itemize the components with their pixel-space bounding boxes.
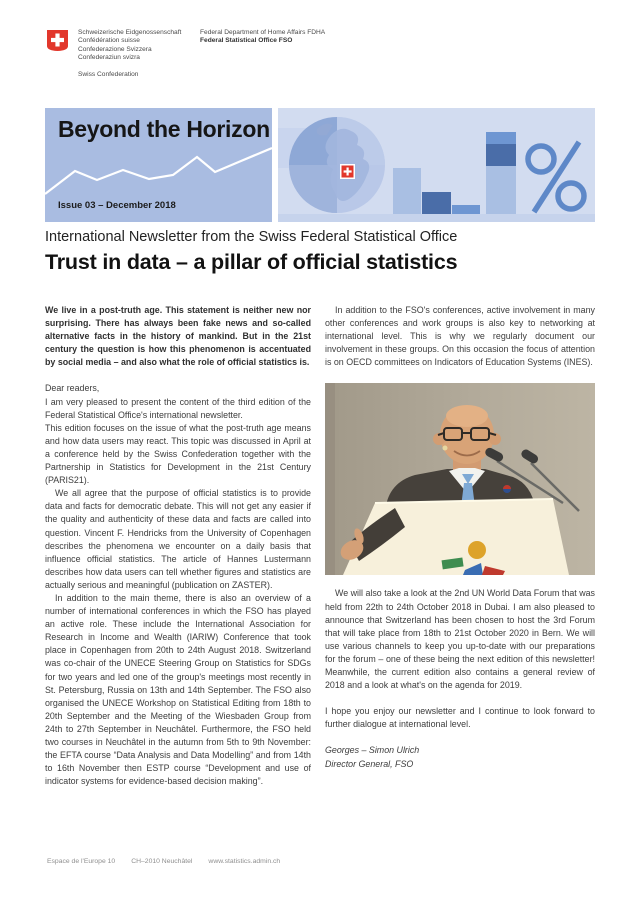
salutation: Dear readers, xyxy=(45,383,100,394)
paragraph: In addition to the main theme, there is also an overview of a number of international conferences in which the FSO has played an active role. These include the International Association for Research in Income and Wealth (IARIW) Conference that took place in Copenhagen from 20th to 24th August 2018. Switzerland was co-chair of the UNECE Steering Group on Statistics for SDGs for two years and led one of the group's meetings most recently in St. Petersburg, Russia on 13th and 14th September. The FSO also organised the UNECE Workshop on Statistical Editing from 18th to 20th September and the Meeting of the Wiesbaden Group from 24th to 27th September in Neuchâtel. Furthermore, the FSO held two courses in Neuchâtel in the autumn from 5th to 9th November: the EFTA course “Data Analysis and Data Modelling” and from 14th to 16th November then ESTP course “Development and use of indicator systems for evidence-based decision making”. xyxy=(45,592,311,787)
banner-issue: Issue 03 – December 2018 xyxy=(58,200,176,211)
article-body xyxy=(45,304,595,788)
lead-paragraph: We live in a post-truth age. This statement is neither new nor surprising. There has always been fake news and so-called alternative facts in the history of mankind. But in the 21st century the question is how this phenomenon is accentuated by social media – and also what the role of official statistics is. xyxy=(45,305,311,368)
paragraph: In addition to the FSO's conferences, active involvement in many other conferences and work groups is also key to networking at international level. This is why we regularly document our involvement in these groups. On this occasion the focus of attention is on OECD committees on Indicators of Education Systems (INES). xyxy=(325,305,595,368)
paragraph: I hope you enjoy our newsletter and I continue to look forward to further dialogue at international level. xyxy=(325,706,595,730)
department-block xyxy=(200,29,325,46)
confederation-wordmark xyxy=(78,29,181,79)
banner-left-panel xyxy=(45,108,272,222)
banner-title: Beyond the Horizon xyxy=(58,116,270,142)
signature-role: Director General, FSO xyxy=(325,758,414,769)
paragraph: I am very pleased to present the content of the third edition of the Federal Statistical Office's international newsletter. xyxy=(45,396,311,420)
bar-chart-graphic xyxy=(393,132,516,214)
paragraph: This edition focuses on the issue of what the post-truth age means and how data users may react. This topic was discussed in April at a conference held by the Swiss Confederation together with the Partnership in Statistics for Development in the 21st Century (PARIS21). xyxy=(45,422,311,486)
banner-right-panel xyxy=(278,108,595,222)
paragraph: We will also take a look at the 2nd UN World Data Forum that was held from 22th to 24th October 2018 in Dubai. I am also pleased to announce that Switzerland has been chosen to host the 3rd Forum that will take place from 18th to 21st October 2020 in Bern. We will use various channels to keep you up-to-date with our preparations for the forum – one of these being the next edition of this newsletter! Meanwhile, the current edition also contains a general review of 2018 and a look at what's on the agenda for 2019. xyxy=(325,588,595,691)
paragraph: We all agree that the purpose of official statistics is to provide data and facts for democratic debate. This will not get any easier if the quality and authenticity of these data and facts are called into question. Vincent F. Hendricks from the University of Copenhagen describes the phenomena we encounter on a daily basis that influence official statistics. The article of Hannes Lustermann describes how data users can tell whether figures and statistics are actually serious and meaningful (publication on ZASTER). xyxy=(45,488,311,590)
page-title: Trust in data – a pillar of official statistics xyxy=(45,250,458,274)
signature xyxy=(325,744,595,770)
confederation-line: Confederazione Svizzera xyxy=(78,45,152,53)
department-name: Federal Department of Home Affairs FDHA xyxy=(200,29,326,36)
office-name: Federal Statistical Office FSO xyxy=(200,37,293,45)
globe-icon xyxy=(289,117,385,213)
signature-name: Georges – Simon Ulrich xyxy=(325,745,420,756)
confederation-line: Confédération suisse xyxy=(78,37,140,45)
newsletter-kicker: International Newsletter from the Swiss Federal Statistical Office xyxy=(45,229,458,245)
right-column xyxy=(325,304,595,788)
footer-city: CH–2010 Neuchâtel xyxy=(131,858,193,865)
swiss-flag-marker xyxy=(340,164,355,179)
confederation-english: Swiss Confederation xyxy=(78,70,139,78)
newsletter-banner xyxy=(45,108,595,222)
globe-barchart-graphic xyxy=(278,108,595,222)
confederation-line: Confederaziun svizra xyxy=(78,54,140,62)
page-footer xyxy=(47,858,280,865)
swiss-cross-icon xyxy=(47,30,68,51)
percent-icon xyxy=(528,142,584,212)
speaker-photo xyxy=(325,383,595,575)
footer-url: www.statistics.admin.ch xyxy=(208,858,281,865)
left-column xyxy=(45,304,311,788)
footer-address: Espace de l'Europe 10 xyxy=(47,858,116,865)
federal-header xyxy=(47,29,592,89)
confederation-line: Schweizerische Eidgenossenschaft xyxy=(78,29,182,36)
